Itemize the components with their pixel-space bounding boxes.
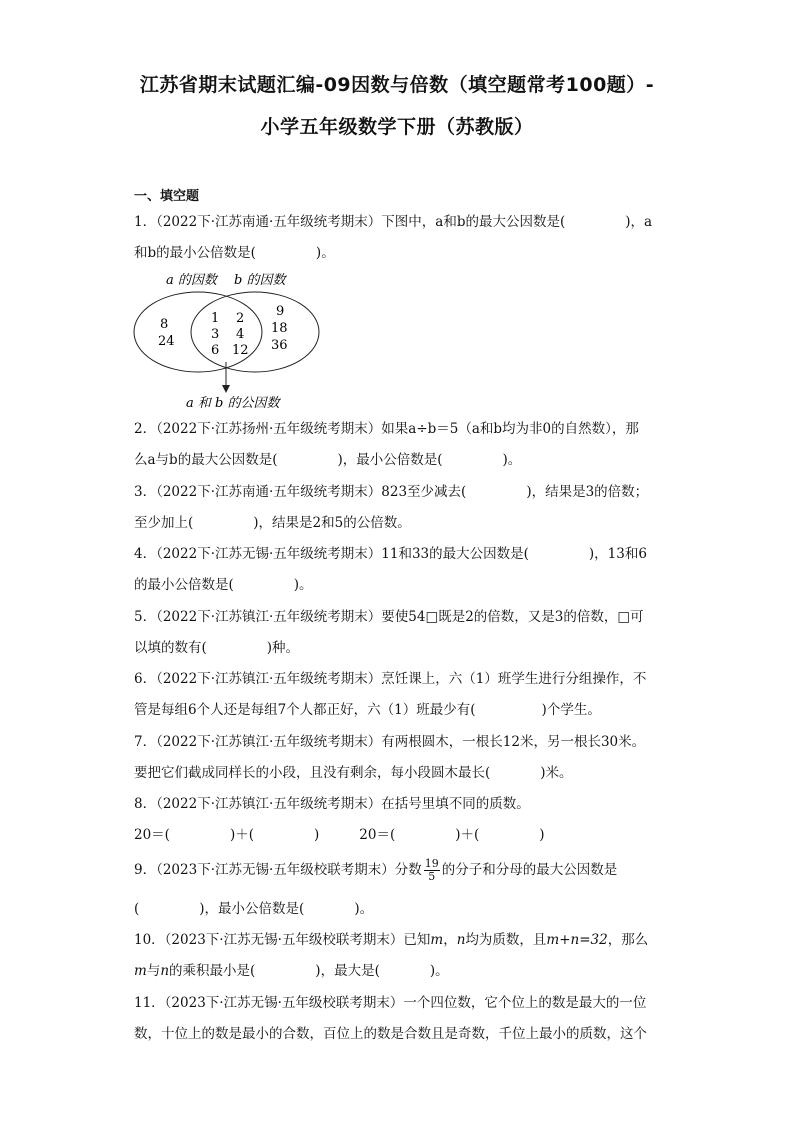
q1-line1: 1．（2022下·江苏南通·五年级统考期末）下图中，a和b的最大公因数是( )，a [134, 214, 653, 230]
q8-line2: 20＝( )＋( ) 20＝( )＋( ) [134, 827, 545, 843]
q2-line2: 么a与b的最大公因数是( )，最小公倍数是( )。 [134, 452, 522, 468]
q11-line1: 11．（2023下·江苏无锡·五年级校联考期末）一个四位数，它个位上的数是最大的一位 [134, 995, 647, 1011]
venn-right-item: 36 [271, 338, 288, 353]
q1-line2: 和b的最小公倍数是( )。 [134, 245, 335, 261]
q7-line2: 要把它们截成同样长的小段，且没有剩余，每小段圆木最长( )米。 [134, 765, 573, 781]
venn-label-b: b 的因数 [234, 273, 286, 288]
q9-line2: ( )，最小公倍数是( )。 [134, 901, 374, 917]
pointer-arrow-head [222, 385, 230, 393]
q3-line2: 至少加上( )，结果是2和5的公倍数。 [134, 515, 411, 531]
doc-title-line2: 小学五年级数学下册（苏教版） [260, 116, 534, 138]
venn-common-item: 6 [211, 343, 220, 358]
q4-line1: 4．（2022下·江苏无锡·五年级统考期末）11和33的最大公因数是( )，13和6 [134, 546, 647, 562]
q10-line1: 10．（2023下·江苏无锡·五年级校联考期末）已知m，n均为质数，且m+n=32，那么 [134, 932, 649, 948]
venn-common-item: 1 [211, 311, 220, 326]
q6-line1: 6．（2022下·江苏镇江·五年级统考期末）烹饪课上，六（1）班学生进行分组操作，不 [134, 671, 647, 687]
q4-line2: 的最小公倍数是( )。 [134, 577, 313, 593]
venn-left-item: 8 [160, 317, 169, 332]
venn-diagram [120, 262, 330, 412]
q9-line1: 9．（2023下·江苏无锡·五年级校联考期末）分数 $\frac{19}{5}$ 的分子和分母的最大公因数是 [134, 857, 618, 883]
q3-line1: 3．（2022下·江苏南通·五年级统考期末）823至少减去( )，结果是3的倍数； [134, 484, 649, 500]
doc-title-line1: 江苏省期末试题汇编-09因数与倍数（填空题常考100题）- [139, 74, 655, 96]
q8-line1: 8．（2022下·江苏镇江·五年级统考期末）在括号里填不同的质数。 [134, 796, 530, 812]
venn-common-item: 3 [211, 327, 220, 342]
q2-line1: 2．（2022下·江苏扬州·五年级统考期末）如果a÷b＝5（a和b均为非0的自然数），那 [134, 421, 639, 437]
q5-line1: 5．（2022下·江苏镇江·五年级统考期末）要使54□既是2的倍数，又是3的倍数，□可 [134, 609, 644, 625]
venn-right-item: 18 [271, 321, 288, 336]
section-heading: 一、填空题 [134, 189, 200, 204]
venn-caption: a 和 b 的公因数 [186, 396, 280, 411]
venn-right-item: 9 [276, 304, 285, 319]
venn-common-item: 12 [232, 343, 249, 358]
venn-label-a: a 的因数 [166, 273, 217, 288]
q11-line2: 数，十位上的数是最小的合数，百位上的数是合数且是奇数，千位上最小的质数，这个 [134, 1026, 647, 1042]
venn-common-item: 2 [236, 311, 245, 326]
venn-common-item: 4 [236, 327, 245, 342]
q10-line2: m与n的乘积最小是( )，最大是( )。 [134, 963, 449, 979]
q7-line1: 7．（2022下·江苏镇江·五年级统考期末）有两根圆木，一根长12米，另一根长30米。 [134, 734, 646, 750]
venn-left-item: 24 [158, 334, 175, 349]
q5-line2: 以填的数有( )种。 [134, 640, 300, 656]
fraction-19-5: $\frac{19}{5}$ [424, 857, 439, 883]
q6-line2: 管是每组6个人还是每组7个人都正好，六（1）班最少有( )个学生。 [134, 702, 601, 718]
